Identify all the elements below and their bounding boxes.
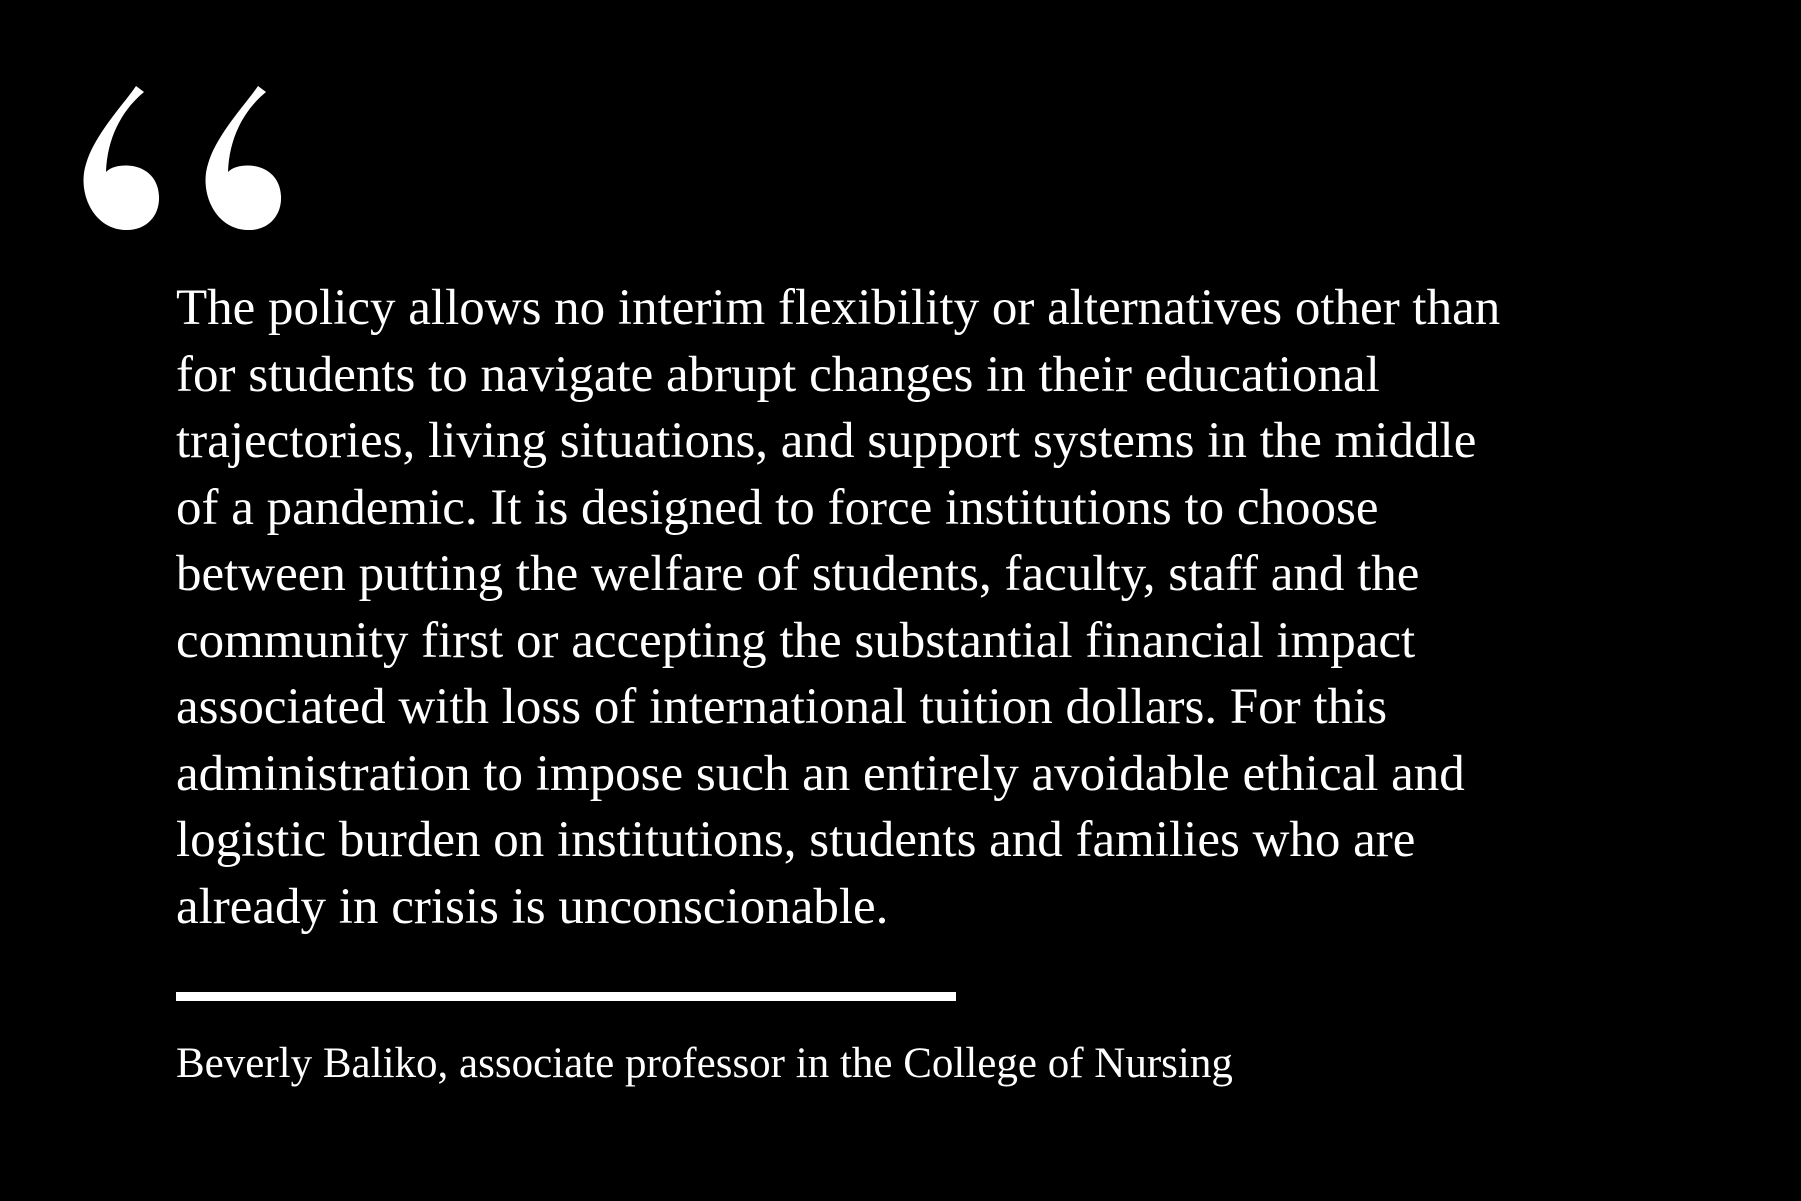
open-quote-right-mark bbox=[206, 86, 282, 230]
quote-line: for students to navigate abrupt changes in their educational bbox=[176, 346, 1380, 403]
attribution-divider bbox=[176, 992, 956, 1001]
quote-attribution: Beverly Baliko, associate professor in the College of Nursing bbox=[176, 1040, 1233, 1087]
quote-line: administration to impose such an entirely avoidable ethical and bbox=[176, 745, 1465, 802]
quote-line: community first or accepting the substantial financial impact bbox=[176, 612, 1416, 669]
quote-line: The policy allows no interim flexibility or alternatives other than bbox=[176, 280, 1501, 336]
open-quote-left-mark bbox=[84, 86, 160, 230]
quote-line: trajectories, living situations, and support systems in the middle bbox=[176, 413, 1477, 469]
open-quote-icon bbox=[72, 86, 282, 236]
quote-line: already in crisis is unconscionable. bbox=[176, 878, 889, 935]
quote-line: between putting the welfare of students, faculty, staff and the bbox=[176, 546, 1420, 602]
quote-text bbox=[176, 275, 1696, 940]
open-quote-glyph bbox=[72, 86, 282, 236]
quote-line: associated with loss of international tuition dollars. For this bbox=[176, 679, 1388, 735]
quote-line: of a pandemic. It is designed to force institutions to choose bbox=[176, 479, 1379, 536]
quote-line: logistic burden on institutions, students and families who are bbox=[176, 812, 1416, 868]
